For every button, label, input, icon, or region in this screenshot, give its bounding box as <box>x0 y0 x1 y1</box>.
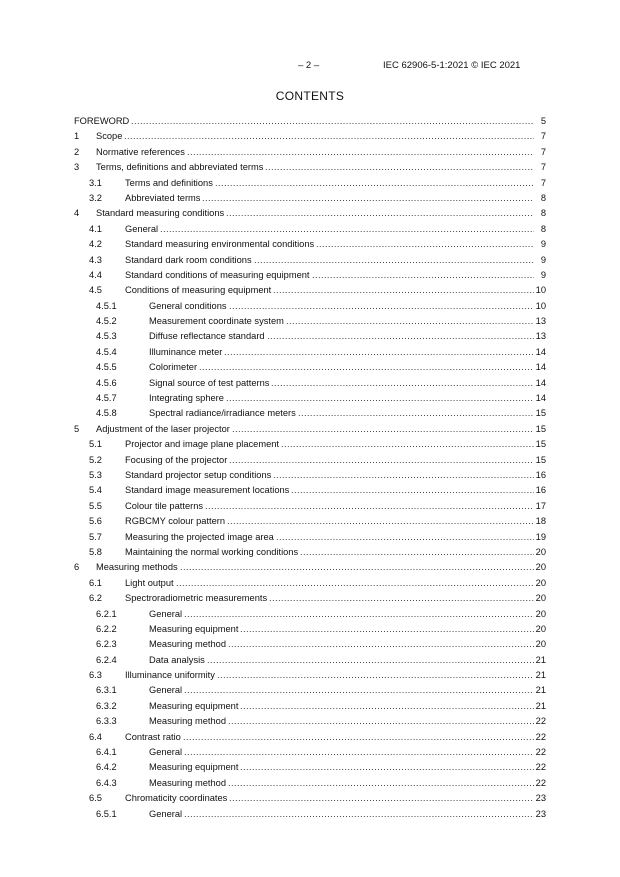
toc-entry-number: 5.3 <box>89 469 102 480</box>
toc-entry-number: 6.2.2 <box>96 623 117 634</box>
toc-entry[interactable] <box>74 514 546 529</box>
toc-entry-number: 6.3.2 <box>96 700 117 711</box>
toc-entry-number: 4.1 <box>89 223 102 234</box>
toc-entry-number: 6.4.2 <box>96 762 117 773</box>
toc-entry-title: Maintaining the normal working conditions <box>125 545 299 560</box>
toc-entry-number: 6.4.1 <box>96 747 117 758</box>
toc-leader-dots <box>228 637 534 652</box>
toc-leader-dots <box>276 530 534 545</box>
toc-entry-page: 20 <box>534 591 546 606</box>
toc-entry-page: 7 <box>534 160 546 175</box>
toc-entry-number: 6.4.3 <box>96 777 117 788</box>
toc-entry-title: Contrast ratio <box>125 730 182 745</box>
toc-leader-dots <box>187 145 534 160</box>
toc-entry-title: Standard conditions of measuring equipment <box>125 268 311 283</box>
toc-entry-number: 4.5 <box>89 285 102 296</box>
toc-entry-page: 14 <box>534 376 546 391</box>
toc-leader-dots <box>184 807 534 822</box>
toc-entry-number: 6.1 <box>89 577 102 588</box>
toc-entry-title: Normative references <box>96 145 186 160</box>
toc-entry[interactable] <box>74 129 546 144</box>
toc-entry-page: 20 <box>534 607 546 622</box>
toc-leader-dots <box>228 714 534 729</box>
toc-entry-number: 6.2 <box>89 593 102 604</box>
toc-entry[interactable] <box>74 745 546 760</box>
toc-leader-dots <box>180 560 534 575</box>
toc-leader-dots <box>184 607 534 622</box>
toc-entry-title: Scope <box>96 129 123 144</box>
toc-leader-dots <box>273 283 534 298</box>
toc-entry-title: Standard image measurement locations <box>125 483 290 498</box>
toc-leader-dots <box>298 406 534 421</box>
toc-leader-dots <box>224 345 534 360</box>
toc-entry-title: Spectral radiance/irradiance meters <box>149 406 297 421</box>
toc-entry-number: 6.2.3 <box>96 639 117 650</box>
toc-leader-dots <box>229 453 534 468</box>
toc-entry-number: 3.1 <box>89 177 102 188</box>
toc-entry-title: General <box>125 222 159 237</box>
toc-entry-page: 7 <box>534 129 546 144</box>
toc-entry-title: Conditions of measuring equipment <box>125 283 272 298</box>
toc-entry-page: 21 <box>534 653 546 668</box>
toc-entry-number: 4.5.2 <box>96 316 117 327</box>
toc-entry-number: 4.5.3 <box>96 331 117 342</box>
toc-entry-number: 6.3 <box>89 670 102 681</box>
toc-leader-dots <box>240 699 534 714</box>
toc-entry-page: 10 <box>534 299 546 314</box>
toc-entry-page: 13 <box>534 329 546 344</box>
toc-entry-title: Standard projector setup conditions <box>125 468 272 483</box>
toc-entry[interactable] <box>74 453 546 468</box>
toc-entry[interactable] <box>74 283 546 298</box>
toc-entry-page: 18 <box>534 514 546 529</box>
toc-entry[interactable] <box>74 360 546 375</box>
toc-entry-number: 4.5.7 <box>96 393 117 404</box>
toc-leader-dots <box>265 160 534 175</box>
toc-entry-title: Light output <box>125 576 175 591</box>
toc-entry-title: Measuring method <box>149 714 227 729</box>
toc-entry[interactable] <box>74 329 546 344</box>
toc-entry[interactable] <box>74 791 546 806</box>
toc-entry-page: 21 <box>534 699 546 714</box>
toc-entry-number: 4.5.6 <box>96 377 117 388</box>
toc-leader-dots <box>205 499 534 514</box>
toc-leader-dots <box>228 776 534 791</box>
toc-entry-number: 6.5.1 <box>96 808 117 819</box>
toc-entry-page: 20 <box>534 560 546 575</box>
toc-leader-dots <box>269 591 534 606</box>
toc-entry-title: Measurement coordinate system <box>149 314 285 329</box>
toc-entry-page: 20 <box>534 637 546 652</box>
toc-entry[interactable] <box>74 145 546 160</box>
toc-entry-number: 4.5.8 <box>96 408 117 419</box>
toc-entry-title: Measuring method <box>149 637 227 652</box>
page-number: – 2 – <box>298 60 320 71</box>
toc-entry-title: Measuring method <box>149 776 227 791</box>
toc-entry-number: 5 <box>74 423 80 434</box>
toc-entry-number: 1 <box>74 131 80 142</box>
toc-leader-dots <box>131 114 534 129</box>
toc-entry[interactable] <box>74 468 546 483</box>
toc-entry-page: 7 <box>534 145 546 160</box>
toc-leader-dots <box>124 129 534 144</box>
toc-leader-dots <box>267 329 534 344</box>
toc-entry[interactable] <box>74 683 546 698</box>
toc-entry-title: Standard measuring environmental conditions <box>125 237 315 252</box>
toc-entry-title: Abbreviated terms <box>125 191 201 206</box>
toc-leader-dots <box>207 653 534 668</box>
toc-entry-title: Data analysis <box>149 653 206 668</box>
toc-leader-dots <box>215 176 534 191</box>
toc-entry-title: RGBCMY colour pattern <box>125 514 226 529</box>
toc-entry-page: 15 <box>534 406 546 421</box>
toc-leader-dots <box>227 514 534 529</box>
toc-entry-number: 6.3.3 <box>96 716 117 727</box>
toc-entry-page: 16 <box>534 468 546 483</box>
toc-entry[interactable] <box>74 730 546 745</box>
toc-entry[interactable] <box>74 206 546 221</box>
toc-entry-page: 22 <box>534 776 546 791</box>
toc-entry-number: 4.3 <box>89 254 102 265</box>
toc-entry-number: 2 <box>74 146 80 157</box>
toc-entry-number: 6.5 <box>89 793 102 804</box>
toc-leader-dots <box>271 376 534 391</box>
toc-entry-page: 22 <box>534 760 546 775</box>
toc-entry[interactable] <box>74 622 546 637</box>
toc-entry-title: Colorimeter <box>149 360 198 375</box>
toc-entry-page: 17 <box>534 499 546 514</box>
toc-entry-page: 22 <box>534 714 546 729</box>
toc-entry-number: 6.2.4 <box>96 654 117 665</box>
toc-entry[interactable] <box>74 668 546 683</box>
toc-entry-number: 3.2 <box>89 192 102 203</box>
toc-leader-dots <box>240 622 534 637</box>
toc-entry-number: 4.5.4 <box>96 346 117 357</box>
toc-entry-page: 8 <box>534 206 546 221</box>
toc-entry-page: 14 <box>534 345 546 360</box>
toc-entry[interactable] <box>74 560 546 575</box>
table-of-contents <box>74 114 546 822</box>
toc-leader-dots <box>240 760 534 775</box>
toc-entry[interactable] <box>74 576 546 591</box>
toc-entry-page: 8 <box>534 222 546 237</box>
toc-entry-number: 5.4 <box>89 485 102 496</box>
toc-entry-title: Chromaticity coordinates <box>125 791 228 806</box>
toc-entry-page: 22 <box>534 730 546 745</box>
toc-entry-number: 3 <box>74 162 80 173</box>
toc-entry-title: General <box>149 807 183 822</box>
toc-entry-page: 21 <box>534 683 546 698</box>
toc-entry[interactable] <box>74 437 546 452</box>
toc-leader-dots <box>199 360 534 375</box>
toc-entry-page: 20 <box>534 545 546 560</box>
toc-leader-dots <box>312 268 534 283</box>
toc-entry-page: 19 <box>534 530 546 545</box>
toc-leader-dots <box>226 391 534 406</box>
toc-leader-dots <box>202 191 534 206</box>
toc-entry-page: 21 <box>534 668 546 683</box>
toc-leader-dots <box>176 576 534 591</box>
toc-entry-page: 15 <box>534 422 546 437</box>
toc-entry[interactable] <box>74 776 546 791</box>
toc-entry-page: 14 <box>534 360 546 375</box>
toc-leader-dots <box>229 299 534 314</box>
toc-leader-dots <box>217 668 534 683</box>
toc-leader-dots <box>286 314 534 329</box>
toc-leader-dots <box>184 745 534 760</box>
toc-entry[interactable] <box>74 299 546 314</box>
toc-entry-page: 9 <box>534 268 546 283</box>
toc-entry-title: Illuminance meter <box>149 345 223 360</box>
toc-entry-number: 6 <box>74 562 80 573</box>
toc-entry-page: 20 <box>534 576 546 591</box>
toc-leader-dots <box>254 253 534 268</box>
toc-entry-page: 16 <box>534 483 546 498</box>
toc-entry-number: 5.1 <box>89 439 102 450</box>
toc-leader-dots <box>229 791 534 806</box>
toc-entry-page: 23 <box>534 807 546 822</box>
page-header <box>0 60 620 74</box>
toc-entry-page: 22 <box>534 745 546 760</box>
toc-entry[interactable] <box>74 253 546 268</box>
toc-leader-dots <box>316 237 534 252</box>
toc-entry-title: General <box>149 607 183 622</box>
toc-entry-page: 9 <box>534 237 546 252</box>
toc-entry[interactable] <box>74 530 546 545</box>
toc-entry-number: 4 <box>74 208 80 219</box>
toc-entry[interactable] <box>74 545 546 560</box>
toc-entry-title: Measuring equipment <box>149 699 239 714</box>
toc-entry-number: 4.2 <box>89 239 102 250</box>
toc-entry[interactable] <box>74 699 546 714</box>
toc-entry-page: 20 <box>534 622 546 637</box>
toc-entry-number: 6.2.1 <box>96 608 117 619</box>
toc-entry[interactable] <box>74 483 546 498</box>
toc-entry[interactable] <box>74 376 546 391</box>
toc-entry-title: Adjustment of the laser projector <box>96 422 231 437</box>
toc-entry-title: Signal source of test patterns <box>149 376 270 391</box>
toc-entry-number: 4.5.1 <box>96 300 117 311</box>
toc-entry-title: Measuring the projected image area <box>125 530 275 545</box>
toc-entry[interactable] <box>74 714 546 729</box>
toc-entry-page: 9 <box>534 253 546 268</box>
toc-entry-title: Terms and definitions <box>125 176 214 191</box>
toc-entry[interactable] <box>74 653 546 668</box>
toc-entry-title: Terms, definitions and abbreviated terms <box>96 160 264 175</box>
toc-entry[interactable] <box>74 499 546 514</box>
toc-leader-dots <box>273 468 534 483</box>
toc-entry-title: Projector and image plane placement <box>125 437 280 452</box>
toc-entry-number: 5.6 <box>89 516 102 527</box>
toc-entry-number: 5.5 <box>89 500 102 511</box>
toc-entry-page: 10 <box>534 283 546 298</box>
toc-entry-title: Measuring equipment <box>149 622 239 637</box>
toc-entry-number: 5.8 <box>89 546 102 557</box>
toc-entry-page: 15 <box>534 453 546 468</box>
toc-entry-number: 6.3.1 <box>96 685 117 696</box>
toc-entry-title: Focusing of the projector <box>125 453 228 468</box>
toc-leader-dots <box>281 437 534 452</box>
toc-entry-title: Measuring methods <box>96 560 179 575</box>
toc-entry[interactable] <box>74 114 546 129</box>
toc-entry-number: 5.7 <box>89 531 102 542</box>
toc-entry[interactable] <box>74 807 546 822</box>
toc-entry-number: 4.5.5 <box>96 362 117 373</box>
toc-entry[interactable] <box>74 191 546 206</box>
toc-entry[interactable] <box>74 391 546 406</box>
toc-entry-page: 15 <box>534 437 546 452</box>
toc-entry-title: General <box>149 745 183 760</box>
toc-entry-page: 5 <box>534 114 546 129</box>
toc-entry-number: 6.4 <box>89 731 102 742</box>
toc-entry[interactable] <box>74 268 546 283</box>
toc-entry-title: Standard measuring conditions <box>96 206 225 221</box>
toc-entry[interactable] <box>74 176 546 191</box>
toc-leader-dots <box>232 422 534 437</box>
toc-entry[interactable] <box>74 607 546 622</box>
toc-entry-title: General <box>149 683 183 698</box>
toc-entry-title: Standard dark room conditions <box>125 253 253 268</box>
toc-leader-dots <box>300 545 534 560</box>
toc-entry-page: 7 <box>534 176 546 191</box>
toc-entry[interactable] <box>74 591 546 606</box>
toc-leader-dots <box>291 483 534 498</box>
toc-entry[interactable] <box>74 637 546 652</box>
toc-entry-number: 4.4 <box>89 269 102 280</box>
contents-title: CONTENTS <box>275 89 345 103</box>
toc-entry[interactable] <box>74 237 546 252</box>
toc-entry-title: General conditions <box>149 299 228 314</box>
toc-entry-page: 23 <box>534 791 546 806</box>
toc-entry[interactable] <box>74 406 546 421</box>
toc-leader-dots <box>226 206 534 221</box>
toc-entry-page: 14 <box>534 391 546 406</box>
toc-entry[interactable] <box>74 314 546 329</box>
toc-entry[interactable] <box>74 160 546 175</box>
toc-entry-title: Measuring equipment <box>149 760 239 775</box>
document-reference: IEC 62906-5-1:2021 © IEC 2021 <box>383 60 521 71</box>
toc-entry-title: Diffuse reflectance standard <box>149 329 266 344</box>
toc-entry[interactable] <box>74 222 546 237</box>
toc-entry-title: Colour tile patterns <box>125 499 204 514</box>
toc-entry-title: Illuminance uniformity <box>125 668 216 683</box>
toc-entry-title: Integrating sphere <box>149 391 225 406</box>
toc-entry[interactable] <box>74 345 546 360</box>
toc-entry[interactable] <box>74 422 546 437</box>
toc-entry-title: FOREWORD <box>74 114 130 129</box>
toc-entry[interactable] <box>74 760 546 775</box>
toc-entry-title: Spectroradiometric measurements <box>125 591 268 606</box>
toc-entry-page: 13 <box>534 314 546 329</box>
toc-leader-dots <box>160 222 534 237</box>
toc-entry-number: 5.2 <box>89 454 102 465</box>
toc-leader-dots <box>184 683 534 698</box>
toc-entry-page: 8 <box>534 191 546 206</box>
toc-leader-dots <box>183 730 534 745</box>
